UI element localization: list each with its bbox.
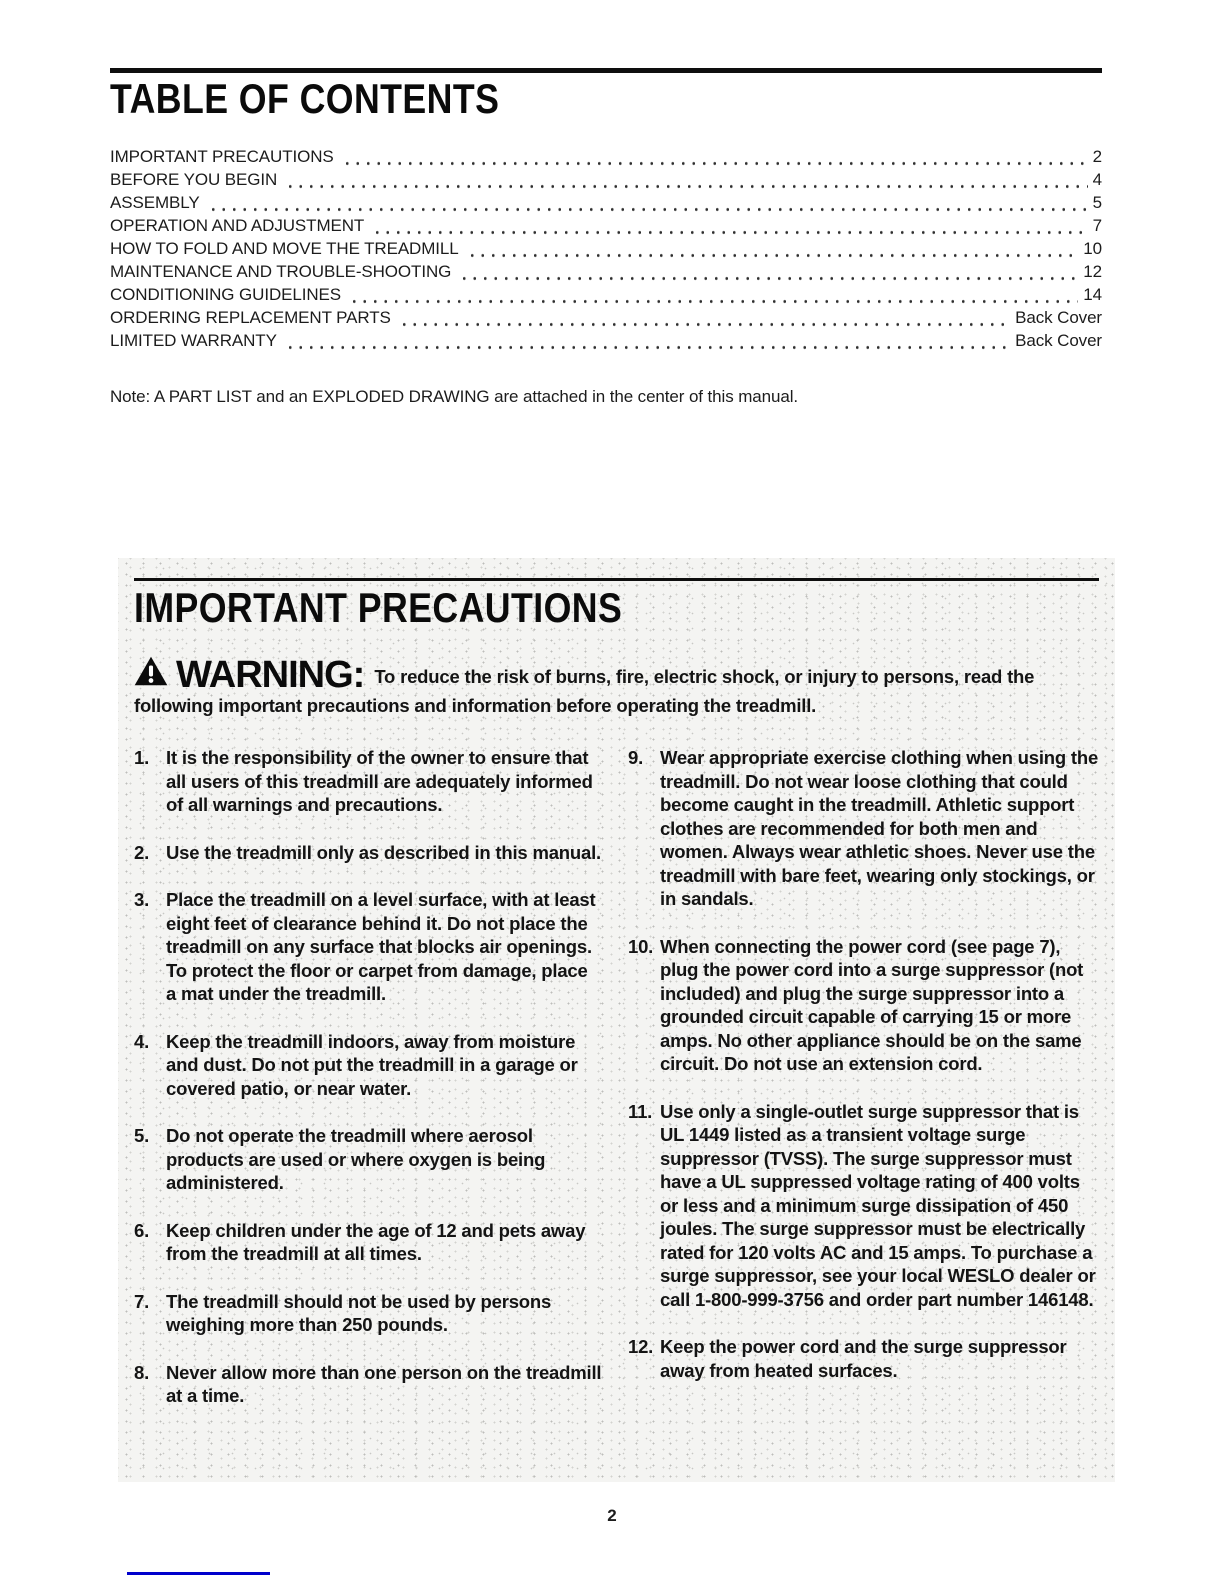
footer-link-underline[interactable] bbox=[127, 1572, 270, 1575]
item-number: 8. bbox=[134, 1361, 150, 1383]
toc-entry-label: BEFORE YOU BEGIN bbox=[110, 170, 278, 190]
toc-note: Note: A PART LIST and an EXPLODED DRAWING are attached in the center of this manual. bbox=[110, 387, 799, 407]
warning-triangle-icon bbox=[134, 656, 168, 693]
item-number: 9. bbox=[628, 747, 644, 769]
precaution-item bbox=[134, 1030, 602, 1101]
item-text: The treadmill should not be used by persons weighing more than 250 pounds. bbox=[166, 1290, 552, 1336]
toc-dot-leader bbox=[372, 224, 1087, 239]
item-number: 4. bbox=[134, 1030, 150, 1052]
toc-entry-label: HOW TO FOLD AND MOVE THE TREADMILL bbox=[110, 239, 459, 259]
toc-entry bbox=[110, 262, 1102, 285]
precaution-item bbox=[134, 888, 602, 1006]
item-text: Keep the power cord and the surge suppressor away from heated surfaces. bbox=[660, 1336, 1067, 1381]
precaution-item bbox=[134, 841, 602, 865]
precaution-item bbox=[134, 746, 602, 817]
toc-entry bbox=[110, 170, 1102, 193]
item-number: 2. bbox=[134, 841, 150, 863]
toc-dot-leader bbox=[349, 293, 1078, 308]
toc-entry bbox=[110, 216, 1102, 239]
toc-entry-label: MAINTENANCE AND TROUBLE-SHOOTING bbox=[110, 262, 452, 282]
item-text: Keep the treadmill indoors, away from moisture and dust. Do not put the treadmill in a garage or covered patio, or near water. bbox=[166, 1030, 578, 1099]
item-text: Wear appropriate exercise clothing when using the treadmill. Do not wear loose clothing that could become caught in the treadmill. Athletic support clothes are recommended for both men and women. Always wear athletic shoes. Never use the treadmill with bare feet, wearing only stockings, or in sandals. bbox=[660, 747, 1099, 910]
page-number: 2 bbox=[607, 1506, 617, 1525]
toc-entry bbox=[110, 147, 1102, 170]
precaution-item bbox=[134, 1290, 602, 1337]
item-number: 5. bbox=[134, 1125, 150, 1147]
toc-dot-leader bbox=[467, 247, 1079, 262]
precaution-item bbox=[134, 1124, 602, 1195]
toc-entry bbox=[110, 285, 1102, 308]
precaution-item bbox=[628, 935, 1099, 1076]
toc-entry-page: 12 bbox=[1083, 262, 1102, 282]
toc-entry-label: CONDITIONING GUIDELINES bbox=[110, 285, 342, 305]
toc-entry-page: 5 bbox=[1092, 193, 1102, 213]
toc-entry-page: 14 bbox=[1083, 285, 1102, 305]
item-text: Never allow more than one person on the treadmill at a time. bbox=[166, 1361, 602, 1407]
warning-paragraph bbox=[134, 656, 1099, 719]
toc-entry-page: Back Cover bbox=[1015, 331, 1102, 351]
toc-entry-label: OPERATION AND ADJUSTMENT bbox=[110, 216, 365, 236]
toc-entry-page: 4 bbox=[1092, 170, 1102, 190]
toc-dot-leader bbox=[342, 155, 1088, 170]
precautions-right-column bbox=[628, 746, 1099, 1432]
item-number: 12. bbox=[628, 1336, 654, 1358]
toc-dot-leader bbox=[208, 201, 1088, 216]
item-text: It is the responsibility of the owner to ensure that all users of this treadmill are adequately informed of all warnings and precautions. bbox=[166, 747, 593, 816]
toc-entry-label: IMPORTANT PRECAUTIONS bbox=[110, 147, 334, 167]
precaution-item bbox=[134, 1361, 602, 1408]
item-number: 7. bbox=[134, 1290, 150, 1312]
toc-dot-leader bbox=[285, 178, 1087, 193]
toc-entry bbox=[110, 239, 1102, 262]
item-number: 11. bbox=[628, 1100, 653, 1122]
precaution-item bbox=[628, 1100, 1099, 1312]
item-number: 3. bbox=[134, 889, 150, 911]
toc-entry-page: Back Cover bbox=[1015, 308, 1102, 328]
toc-entry-label: ASSEMBLY bbox=[110, 193, 200, 213]
item-text: Use only a single-outlet surge suppressor that is UL 1449 listed as a transient voltage surge suppressor (TVSS). The surge suppressor must have a UL suppressed voltage rating of 400 volts or less and a minimum surge dissipation of 450 joules. The surge suppressor must be electrically rated for 120 volts AC and 15 amps. To purchase a surge suppressor, see your local WESLO dealer or call 1-800-999-3756 and order part number 146148. bbox=[660, 1100, 1096, 1310]
item-text: Place the treadmill on a level surface, with at least eight feet of clearance behind it. Do not place the treadmill on any surface that blocks air openings. To protect the floor or carpet from damage, place a mat under the treadmill. bbox=[166, 889, 596, 1005]
precaution-item bbox=[628, 1335, 1099, 1382]
toc-list bbox=[110, 147, 1102, 354]
toc-entry-page: 7 bbox=[1092, 216, 1102, 236]
precautions-left-column bbox=[134, 746, 602, 1432]
precaution-columns bbox=[134, 746, 1099, 1432]
item-number: 10. bbox=[628, 935, 654, 957]
warning-text: To reduce the risk of burns, fire, electric shock, or injury to persons, read the following important precautions and information before operating the treadmill. bbox=[134, 666, 1035, 717]
toc-title: TABLE OF CONTENTS bbox=[110, 75, 500, 122]
precaution-item bbox=[134, 1219, 602, 1266]
item-text: Keep children under the age of 12 and pets away from the treadmill at all times. bbox=[166, 1219, 586, 1265]
item-text: Do not operate the treadmill where aerosol products are used or where oxygen is being administered. bbox=[166, 1125, 546, 1194]
toc-dot-leader bbox=[459, 270, 1078, 285]
toc-dot-leader bbox=[285, 339, 1010, 354]
precautions-top-rule bbox=[134, 578, 1099, 581]
toc-entry bbox=[110, 193, 1102, 216]
toc-entry-label: ORDERING REPLACEMENT PARTS bbox=[110, 308, 391, 328]
item-text: When connecting the power cord (see page 7), plug the power cord into a surge suppressor (not included) and plug the surge suppressor into a grounded circuit capable of carrying 15 or more amps. No other appliance should be on the same circuit. Do not use an extension cord. bbox=[660, 935, 1084, 1075]
toc-entry-label: LIMITED WARRANTY bbox=[110, 331, 277, 351]
warning-label: WARNING: bbox=[176, 654, 365, 697]
precautions-title: IMPORTANT PRECAUTIONS bbox=[134, 584, 623, 631]
precautions-section bbox=[118, 558, 1115, 1482]
item-number: 6. bbox=[134, 1219, 150, 1241]
toc-entry-page: 2 bbox=[1092, 147, 1102, 167]
toc-entry bbox=[110, 308, 1102, 331]
toc-entry-page: 10 bbox=[1083, 239, 1102, 259]
toc-dot-leader bbox=[399, 316, 1010, 331]
item-number: 1. bbox=[134, 747, 150, 769]
toc-entry bbox=[110, 331, 1102, 354]
toc-top-rule bbox=[110, 68, 1102, 73]
item-text: Use the treadmill only as described in this manual. bbox=[166, 841, 601, 863]
toc-section bbox=[110, 68, 1102, 407]
precaution-item bbox=[628, 746, 1099, 911]
